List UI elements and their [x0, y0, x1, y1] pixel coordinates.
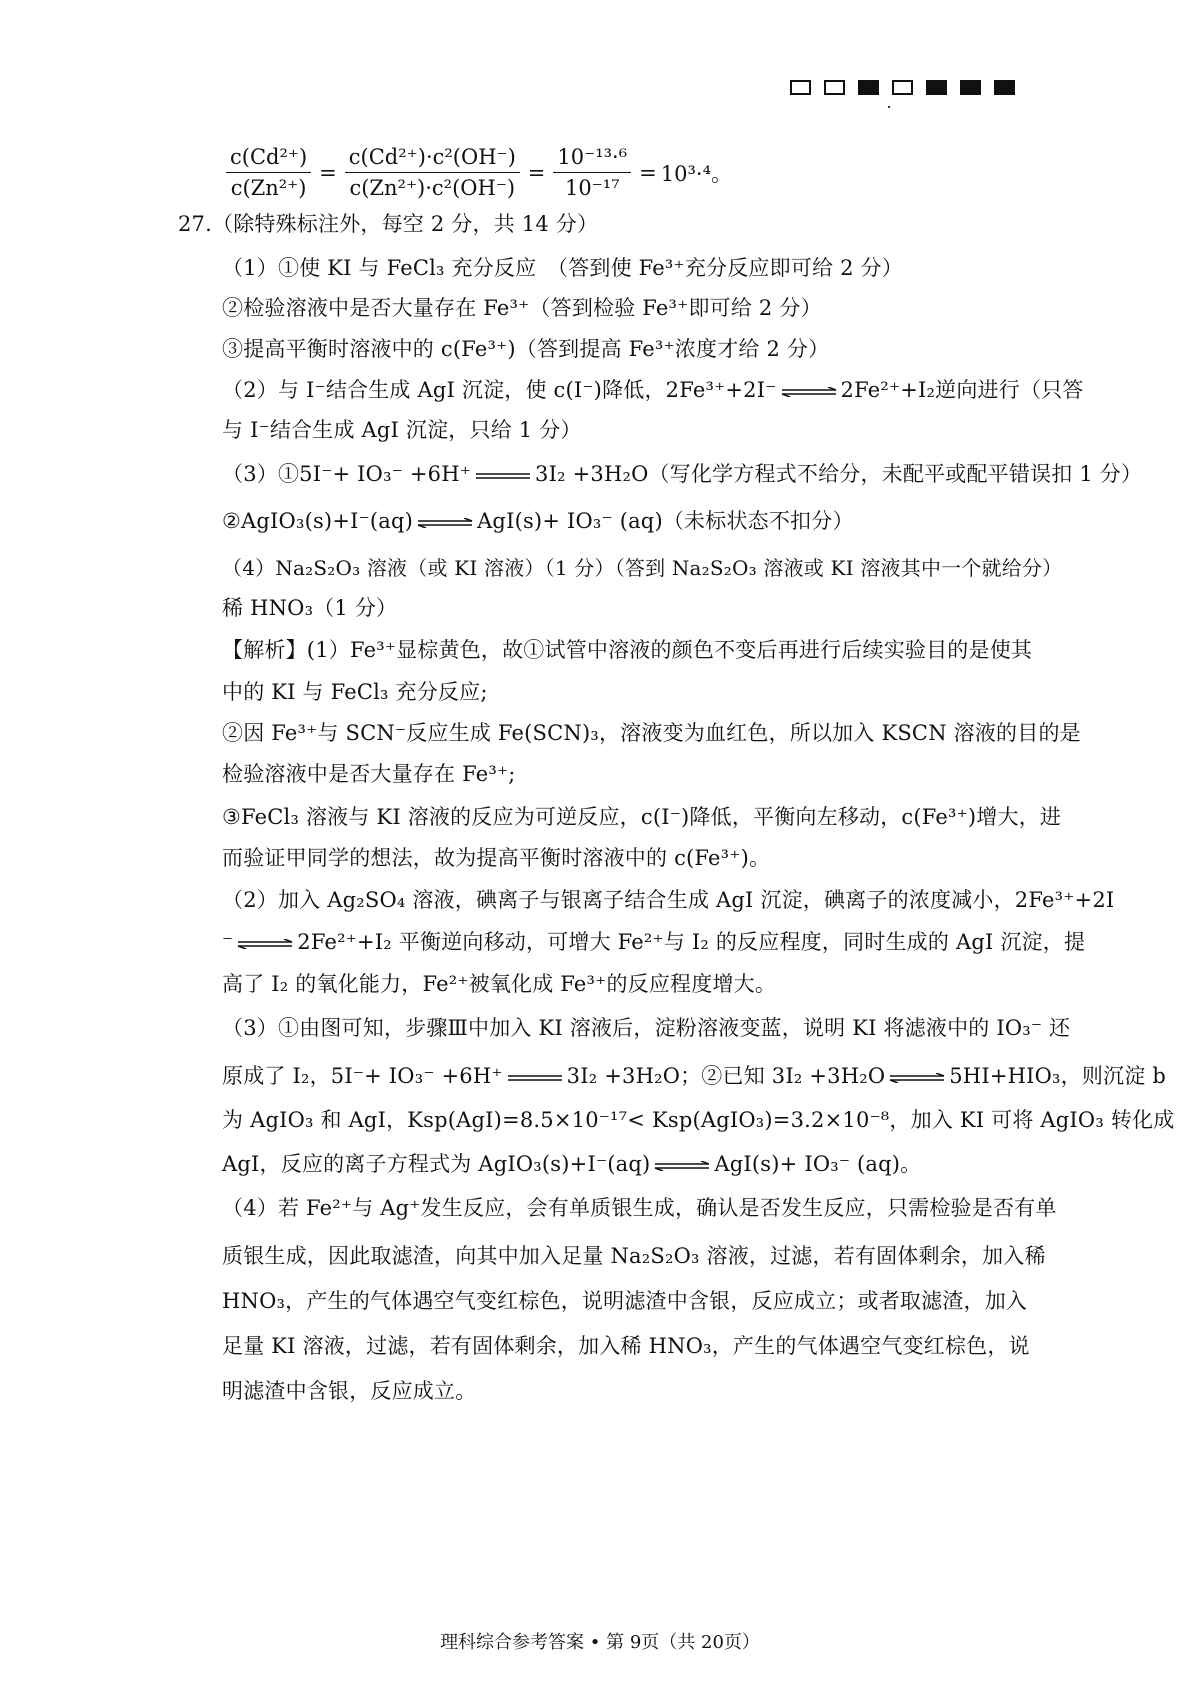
answer-text: 2Fe²⁺+I₂逆向进行（只答 [840, 378, 1084, 402]
marker-box-empty [892, 80, 913, 95]
analysis-line: HNO₃，产生的气体遇空气变红棕色，说明滤渣中含银，反应成立；或者取滤渣，加入 [222, 1289, 1028, 1313]
analysis-text: AgI，反应的离子方程式为 AgIO₃(s)+I⁻(aq) [222, 1152, 651, 1176]
marker-box-filled [960, 80, 981, 95]
marker-box-filled [858, 80, 879, 95]
analysis-text: AgI(s)+ IO₃⁻ (aq)。 [714, 1152, 922, 1176]
analysis-line: 高了 I₂ 的氧化能力，Fe²⁺被氧化成 Fe³⁺的反应程度增大。 [222, 972, 777, 996]
header-marker-boxes [790, 80, 1015, 95]
answer-line [222, 458, 1142, 488]
analysis-text: ⁻ [222, 930, 234, 954]
analysis-text: 5HI+HIO₃，则沉淀 b [949, 1064, 1166, 1088]
analysis-line: 检验溶液中是否大量存在 Fe³⁺; [222, 762, 516, 786]
fraction-lhs [226, 145, 311, 200]
equilibrium-arrow-icon [888, 1073, 946, 1083]
fraction-denominator: c(Zn²⁺) [230, 176, 307, 200]
answer-text: ②AgIO₃(s)+I⁻(aq) [222, 509, 414, 533]
answer-text: AgI(s)+ IO₃⁻ (aq)（未标状态不扣分） [477, 509, 854, 533]
marker-box-empty [824, 80, 845, 95]
analysis-line: 明滤渣中含银，反应成立。 [222, 1379, 477, 1403]
stray-dot [888, 106, 890, 108]
equilibrium-arrow-icon [653, 1161, 711, 1171]
answer-line [222, 505, 854, 535]
equals-sign: = [319, 160, 337, 185]
equals-sign-long-icon [506, 1073, 564, 1083]
page-footer: 理科综合参考答案 • 第 9页（共 20页） [440, 1632, 760, 1653]
marker-box-filled [994, 80, 1015, 95]
analysis-line: ③FeCl₃ 溶液与 KI 溶液的反应为可逆反应，c(I⁻)降低，平衡向左移动，c(Fe³⁺)增大，进 [222, 805, 1062, 829]
fraction-mid [345, 145, 520, 200]
fraction-numerator: 10⁻¹³·⁶ [553, 145, 631, 173]
ratio-formula [222, 145, 732, 200]
analysis-line: 中的 KI 与 FeCl₃ 充分反应; [222, 680, 488, 704]
answer-text: （3）①5I⁻+ IO₃⁻ +6H⁺ [222, 462, 472, 486]
answer-text: 3I₂ +3H₂O（写化学方程式不给分，未配平或配平错误扣 1 分） [535, 462, 1143, 486]
formula-result: 10³·⁴。 [660, 161, 732, 186]
equilibrium-arrow-icon [236, 939, 294, 949]
analysis-line: 而验证甲同学的想法，故为提高平衡时溶液中的 c(Fe³⁺)。 [222, 846, 771, 870]
fraction-numerator: c(Cd²⁺) [226, 145, 311, 173]
answer-line: （4）Na₂S₂O₃ 溶液（或 KI 溶液）（1 分）（答到 Na₂S₂O₃ 溶液或 KI 溶液其中一个就给分） [222, 556, 1063, 580]
question-number: 27. [178, 212, 212, 236]
analysis-text: 3I₂ +3H₂O；②已知 3I₂ +3H₂O [566, 1064, 886, 1088]
question-heading [178, 208, 598, 238]
fraction-denominator: 10⁻¹⁷ [564, 176, 620, 200]
equilibrium-arrow-icon [780, 387, 838, 397]
answer-line [222, 374, 1084, 404]
fraction-ratio [553, 145, 631, 200]
analysis-line: 足量 KI 溶液，过滤，若有固体剩余，加入稀 HNO₃，产生的气体遇空气变红棕色，说 [222, 1334, 1030, 1358]
marker-box-empty [790, 80, 811, 95]
analysis-text: 原成了 I₂，5I⁻+ IO₃⁻ +6H⁺ [222, 1064, 503, 1088]
answer-line: 与 I⁻结合生成 AgI 沉淀，只给 1 分） [222, 418, 582, 442]
analysis-line: （2）加入 Ag₂SO₄ 溶液，碘离子与银离子结合生成 AgI 沉淀，碘离子的浓度减小，2Fe³⁺+2I [222, 888, 1115, 912]
equilibrium-arrow-icon [416, 518, 474, 528]
fraction-denominator: c(Zn²⁺)·c²(OH⁻) [349, 176, 516, 200]
analysis-line: ②因 Fe³⁺与 SCN⁻反应生成 Fe(SCN)₃，溶液变为血红色，所以加入 KSCN 溶液的目的是 [222, 721, 1081, 745]
analysis-line: 为 AgIO₃ 和 AgI，Ksp(AgI)=8.5×10⁻¹⁷< Ksp(AgIO₃)=3.2×10⁻⁸，加入 KI 可将 AgIO₃ 转化成 [222, 1108, 1175, 1132]
fraction-numerator: c(Cd²⁺)·c²(OH⁻) [345, 145, 520, 173]
analysis-line [222, 1060, 1166, 1090]
question-scoring-note: （除特殊标注外，每空 2 分，共 14 分） [212, 212, 599, 236]
marker-box-filled [926, 80, 947, 95]
answer-text: （2）与 I⁻结合生成 AgI 沉淀，使 c(I⁻)降低，2Fe³⁺+2I⁻ [222, 378, 777, 402]
analysis-text: 2Fe²⁺+I₂ 平衡逆向移动，可增大 Fe²⁺与 I₂ 的反应程度，同时生成的 AgI 沉淀，提 [297, 930, 1086, 954]
analysis-line: 质银生成，因此取滤渣，向其中加入足量 Na₂S₂O₃ 溶液，过滤，若有固体剩余，加入稀 [222, 1244, 1046, 1268]
analysis-line: （4）若 Fe²⁺与 Ag⁺发生反应，会有单质银生成，确认是否发生反应，只需检验是否有单 [222, 1196, 1057, 1220]
equals-sign-long-icon [474, 471, 532, 481]
answer-line: ③提高平衡时溶液中的 c(Fe³⁺)（答到提高 Fe³⁺浓度才给 2 分） [222, 337, 830, 361]
answer-line: （1）①使 KI 与 FeCl₃ 充分反应 （答到使 Fe³⁺充分反应即可给 2 分） [222, 256, 903, 280]
equals-sign: = [639, 160, 657, 185]
answer-line: 稀 HNO₃（1 分） [222, 596, 398, 620]
analysis-line [222, 1148, 921, 1178]
equals-sign: = [527, 160, 546, 185]
analysis-line [222, 926, 1085, 956]
analysis-line: （3）①由图可知，步骤Ⅲ中加入 KI 溶液后，淀粉溶液变蓝，说明 KI 将滤液中的 IO₃⁻ 还 [222, 1016, 1071, 1040]
analysis-line: 【解析】(1）Fe³⁺显棕黄色，故①试管中溶液的颜色不变后再进行后续实验目的是使其 [222, 638, 1033, 662]
answer-line: ②检验溶液中是否大量存在 Fe³⁺（答到检验 Fe³⁺即可给 2 分） [222, 296, 822, 320]
